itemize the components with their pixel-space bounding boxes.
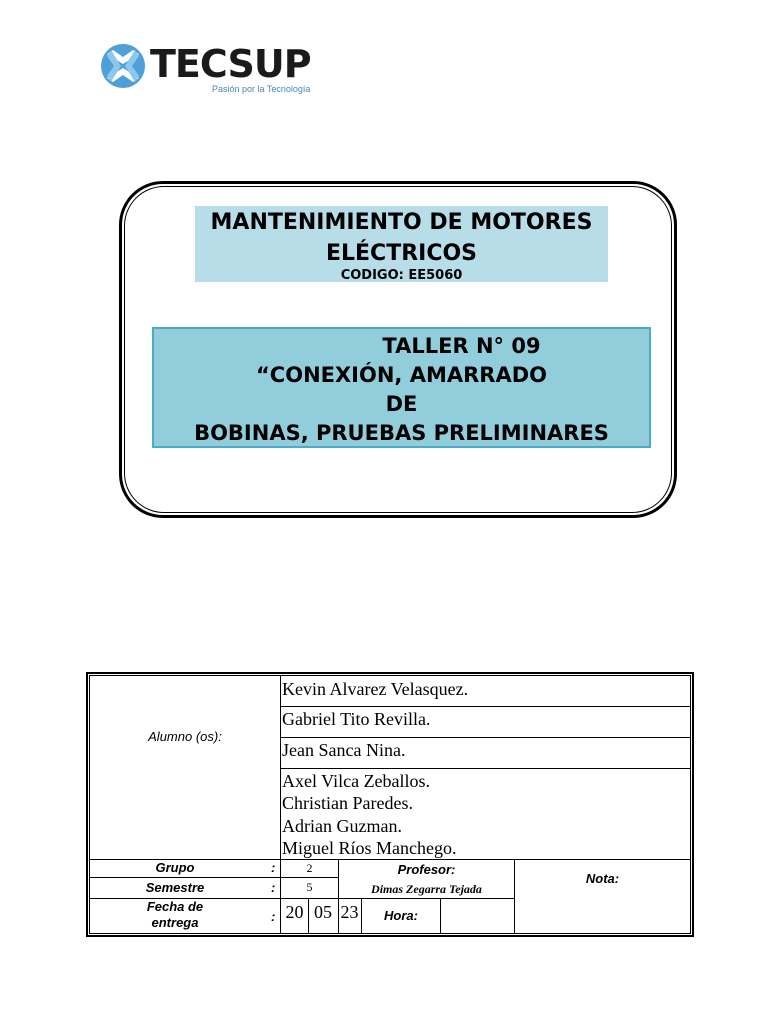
logo-wordmark: TECSUP	[150, 42, 311, 86]
fecha-label-line1: Fecha de	[146, 899, 204, 914]
grupo-value: 2	[306, 861, 313, 875]
table-inner-bottom	[89, 933, 691, 934]
student-name-6: Adrian Guzman.	[282, 816, 402, 836]
course-title-box	[195, 206, 608, 282]
grupo-label: Grupo	[155, 860, 195, 875]
semestre-label: Semestre	[145, 880, 205, 895]
fecha-label	[120, 899, 230, 931]
table-divider-h5	[89, 877, 338, 878]
alumnos-label: Alumno (os):	[148, 729, 222, 744]
taller-title-line2: “CONEXIÓN, AMARRADO	[256, 363, 547, 387]
fecha-day: 20	[285, 902, 304, 922]
profesor-name: Dimas Zegarra Tejada	[371, 882, 482, 896]
course-code: CODIGO: EE5060	[340, 268, 463, 283]
taller-title-line3: DE	[385, 392, 418, 416]
taller-number: TALLER N° 09	[382, 334, 541, 358]
grupo-colon: :	[271, 860, 276, 875]
table-inner-top	[89, 675, 691, 676]
student-name-3: Jean Sanca Nina.	[282, 740, 406, 760]
taller-title-box	[152, 327, 651, 448]
logo-tagline: Pasión por la Tecnología	[212, 84, 311, 94]
fecha-label-line2: entrega	[151, 915, 199, 930]
semestre-value: 5	[306, 880, 313, 894]
nota-label: Nota:	[585, 871, 620, 886]
student-name-2: Gabriel Tito Revilla.	[282, 709, 431, 729]
fecha-colon: :	[271, 909, 276, 924]
hora-label: Hora:	[384, 908, 418, 923]
table-divider-v6	[440, 898, 441, 934]
table-inner-left	[89, 675, 90, 934]
table-divider-h2	[280, 737, 691, 738]
course-title-line1: MANTENIMIENTO DE MOTORES	[210, 210, 593, 235]
tecsup-logo	[97, 38, 317, 98]
fecha-year: 23	[340, 902, 359, 922]
fecha-month: 05	[314, 902, 332, 922]
student-name-5: Christian Paredes.	[282, 793, 413, 813]
table-divider-h1	[280, 706, 691, 707]
student-name-4: Axel Vilca Zeballos.	[282, 771, 431, 791]
table-divider-v1	[280, 675, 281, 859]
student-name-7: Miguel Ríos Manchego.	[282, 838, 457, 858]
taller-title-line4: BOBINAS, PRUEBAS PRELIMINARES	[194, 421, 609, 445]
tecsup-emblem-icon	[97, 40, 149, 92]
profesor-label: Profesor:	[397, 862, 456, 877]
table-divider-h3	[280, 768, 691, 769]
course-title-line2: ELÉCTRICOS	[325, 241, 478, 266]
table-inner-right	[690, 675, 691, 934]
semestre-colon: :	[271, 880, 276, 895]
student-name-1: Kevin Alvarez Velasquez.	[282, 679, 469, 699]
